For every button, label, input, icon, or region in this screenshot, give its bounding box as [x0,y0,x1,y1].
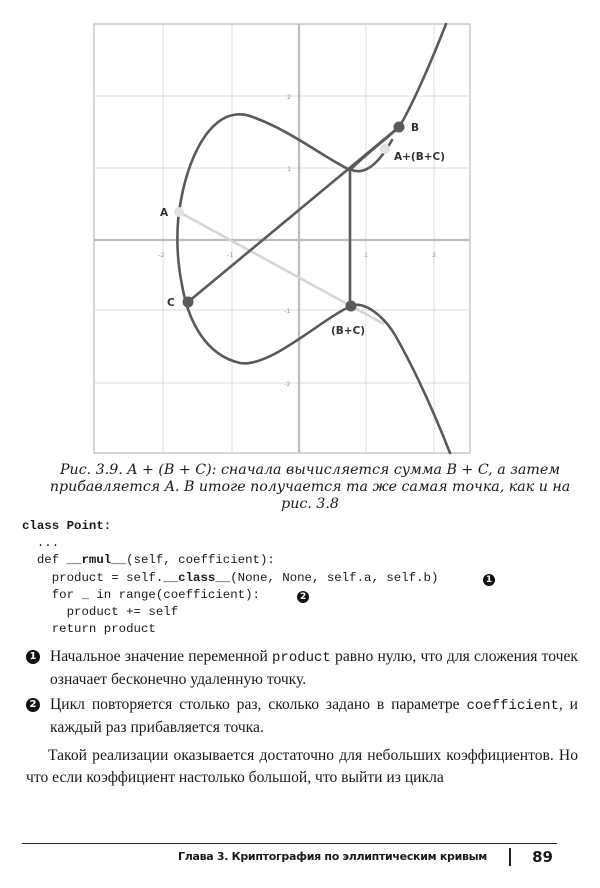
x-tick: -1 [227,251,234,259]
label-c: C [167,297,175,309]
callout-2-icon: 2 [297,591,309,603]
plot-border [94,24,470,453]
code-line: ... [22,536,60,551]
code-line: class Point: [22,519,112,533]
label-a: A [160,207,169,219]
page-footer [22,848,557,868]
x-tick: 1 [364,251,369,259]
code-line: return product [22,622,156,637]
code-line: for _ in range(coefficient): 2 [22,588,309,602]
code-line: product = self.__class__(None, None, self.a, self.b) 1 [22,571,495,585]
note-text: Начальное значение переменной product равно нулю, что для сложения точек означает бесконечно удаленную точку. [50,648,579,688]
point-b-plus-c [346,301,357,312]
page-number: 89 [532,848,553,866]
chapter-title: Глава 3. Криптография по эллиптическим кривым [177,850,487,863]
point-c [183,297,194,308]
callout-2-icon: 2 [26,698,40,712]
code-block [22,518,495,638]
footer-rule [22,843,557,844]
note-1 [26,646,578,691]
label-a-plus-bc: A+(B+C) [394,151,446,163]
footer-separator [509,848,511,866]
y-tick: 1 [287,165,292,173]
label-b-plus-c: (B+C) [331,325,366,337]
callout-1-icon: 1 [483,574,495,586]
inline-code: product [272,650,331,666]
x-tick: 2 [432,251,437,259]
code-line: product += self [22,605,179,620]
label-b: B [411,122,420,134]
figure-caption: Рис. 3.9. A + (B + C): сначала вычисляется сумма B + C, а затем прибавляется A. В итоге получается та же самая точка, как и на рис. 3.8 [49,462,571,512]
callout-1-icon: 1 [26,650,40,664]
code-line: def __rmul__(self, coefficient): [22,553,275,568]
y-tick: -1 [284,307,291,315]
point-a-plus-bc [380,144,390,154]
body-paragraph: Такой реализации оказывается достаточно для небольших коэффициентов. Но что если коэффициент настолько большой, что выйти из цикла [26,747,578,786]
y-tick: -2 [284,380,291,388]
note-text: Цикл повторяется столько раз, сколько задано в параметре coefficient, и каждый раз прибавляется точка. [50,696,578,736]
inline-code: coefficient [466,698,559,714]
point-b [394,122,405,133]
x-tick: -2 [158,251,165,259]
note-2 [26,694,578,739]
point-a [174,207,184,217]
y-tick: 2 [287,93,292,101]
